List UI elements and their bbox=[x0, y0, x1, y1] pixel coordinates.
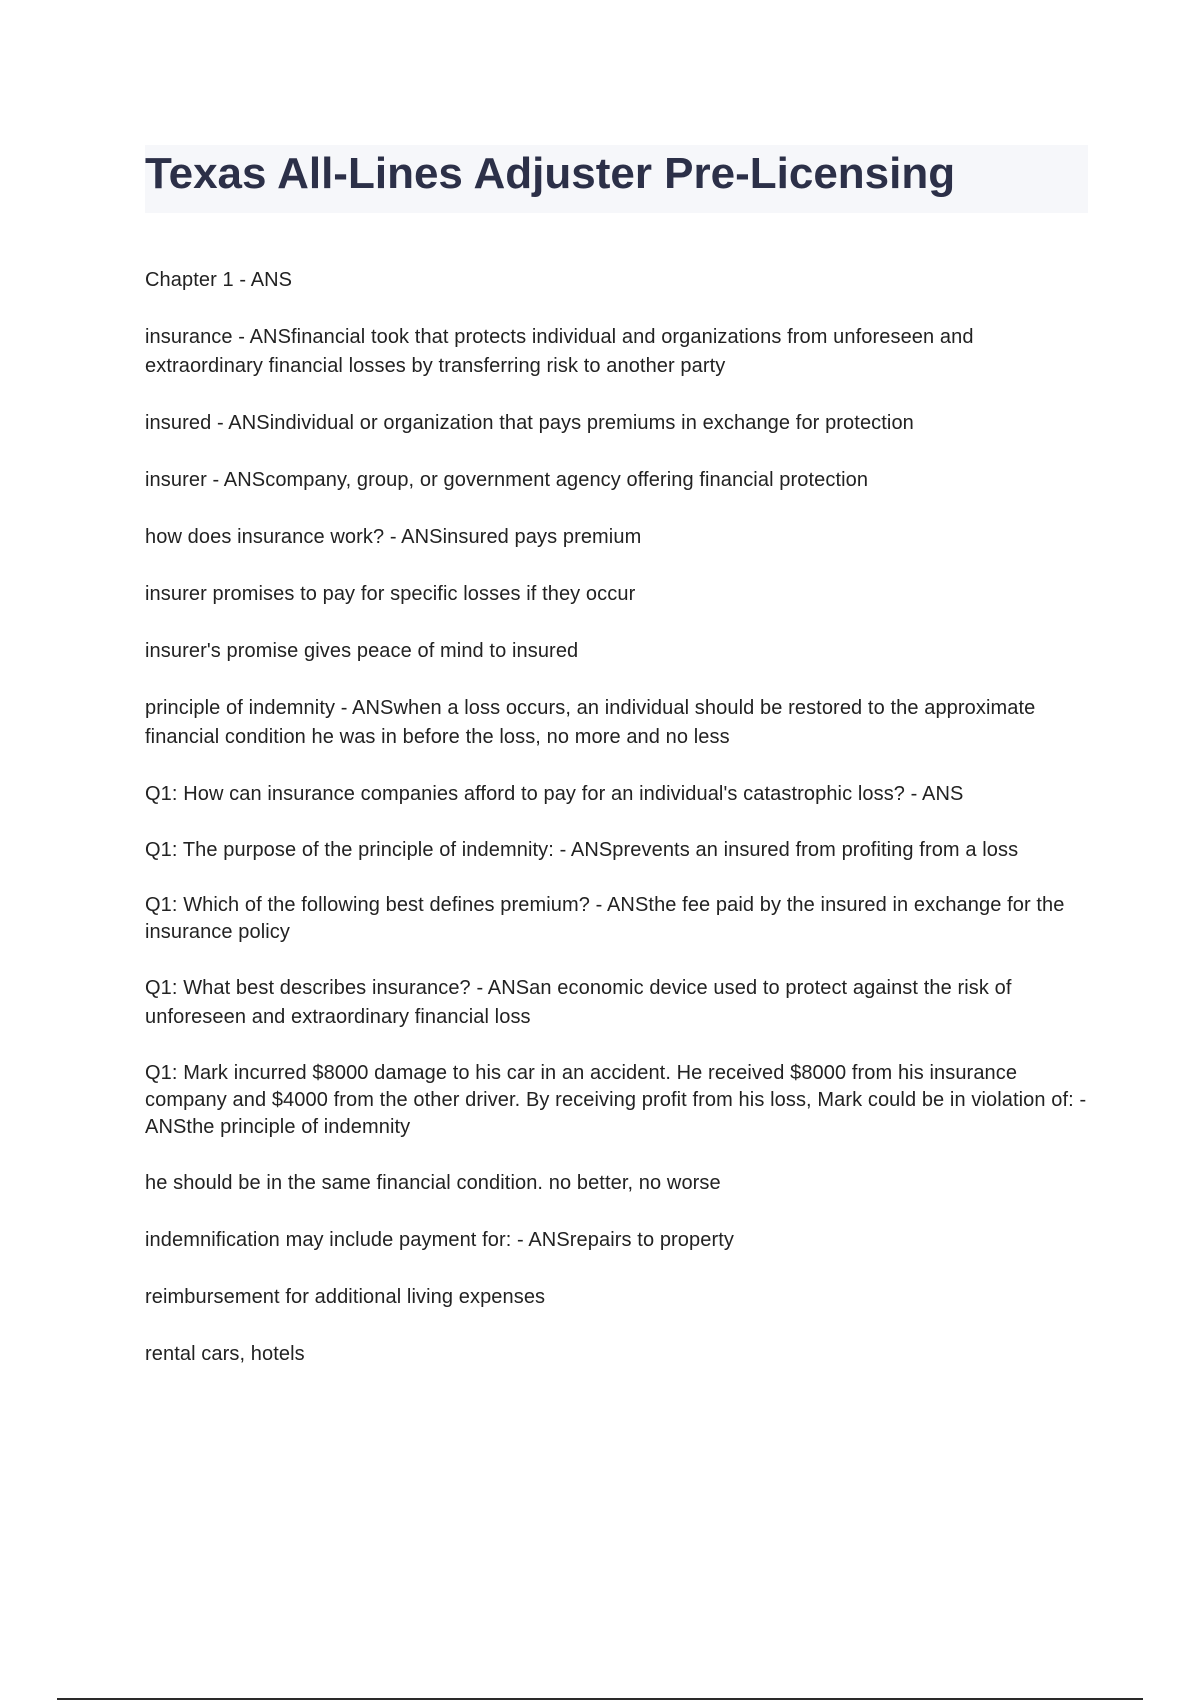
paragraph-indemnification-payment: indemnification may include payment for: - ANSrepairs to property bbox=[145, 1229, 734, 1251]
paragraph-question-insurance: Q1: What best describes insurance? - ANSan economic device used to protect against the risk of unforeseen and extraordinary financial loss bbox=[145, 977, 1012, 1028]
paragraph-principle-of-indemnity: principle of indemnity - ANSwhen a loss occurs, an individual should be restored to the approximate financial condition he was in before the loss, no more and no less bbox=[145, 697, 1036, 748]
paragraph-peace-of-mind: insurer's promise gives peace of mind to insured bbox=[145, 640, 579, 662]
paragraph-how-insurance-works: how does insurance work? - ANSinsured pays premium bbox=[145, 526, 642, 548]
paragraph-living-expenses: reimbursement for additional living expenses bbox=[145, 1286, 546, 1308]
paragraph-insurer-promise: insurer promises to pay for specific losses if they occur bbox=[145, 583, 636, 605]
paragraph-insured-definition: insured - ANSindividual or organization that pays premiums in exchange for protection bbox=[145, 412, 914, 434]
paragraph-question-mark-accident: Q1: Mark incurred $8000 damage to his car in an accident. He received $8000 from his insurance company and $4000 from the other driver. By receiving profit from his loss, Mark could be in violation of: - ANSthe principle of indemnity bbox=[145, 1062, 1087, 1138]
paragraph-insurer-definition: insurer - ANScompany, group, or government agency offering financial protection bbox=[145, 469, 869, 491]
paragraph-rental-cars: rental cars, hotels bbox=[145, 1343, 305, 1365]
paragraph-chapter-heading: Chapter 1 - ANS bbox=[145, 269, 293, 291]
paragraph-question-indemnity-purpose: Q1: The purpose of the principle of indemnity: - ANSprevents an insured from profiting from a loss bbox=[145, 839, 1019, 861]
document-title: Texas All-Lines Adjuster Pre-Licensing bbox=[145, 149, 956, 198]
paragraph-same-financial-condition: he should be in the same financial condition. no better, no worse bbox=[145, 1172, 721, 1194]
paragraph-insurance-definition: insurance - ANSfinancial took that protects individual and organizations from unforeseen and extraordinary financial losses by transferring risk to another party bbox=[145, 326, 974, 377]
paragraph-question-premium: Q1: Which of the following best defines premium? - ANSthe fee paid by the insured in exchange for the insurance policy bbox=[145, 894, 1065, 943]
document-body bbox=[145, 266, 1090, 1397]
paragraph-question-catastrophic-loss: Q1: How can insurance companies afford to pay for an individual's catastrophic loss? - ANS bbox=[145, 783, 964, 805]
